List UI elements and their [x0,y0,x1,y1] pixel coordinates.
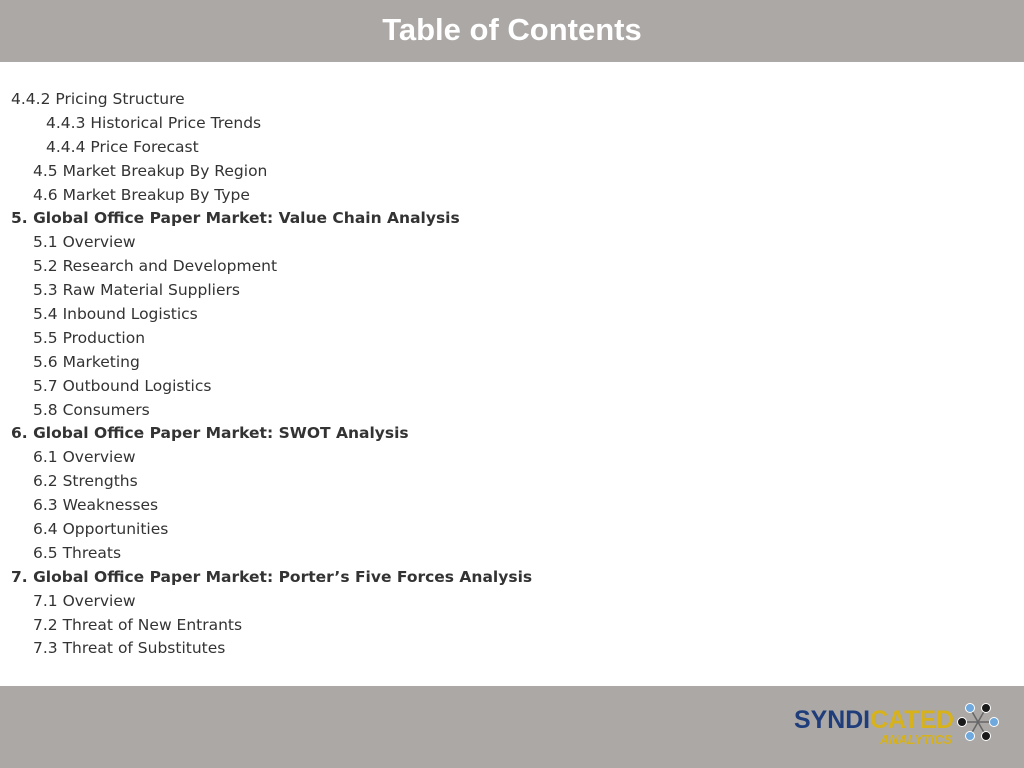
title-bar [0,0,1024,62]
toc-entry: 5.4 Inbound Logistics [33,305,198,324]
toc-entry: 7.3 Threat of Substitutes [33,639,226,658]
logo-subtitle: ANALYTICS [879,732,953,747]
toc-entry: 5.7 Outbound Logistics [33,376,212,395]
company-logo [794,700,1004,750]
toc-entry: 5.5 Production [33,328,146,347]
toc-entry: 5.2 Research and Development [33,257,278,276]
toc-entry: 4.4.3 Historical Price Trends [46,113,262,132]
toc-entry: 6.1 Overview [33,448,136,467]
toc-entry: 6.5 Threats [33,543,122,562]
toc-entry: 7.2 Threat of New Entrants [33,615,243,634]
toc-entry: 7.1 Overview [33,591,136,610]
toc-entry: 5.8 Consumers [33,400,150,419]
toc-entry: 6.4 Opportunities [33,520,169,539]
toc-entry: 5.6 Marketing [33,352,140,371]
toc-entry: 5.3 Raw Material Suppliers [33,281,240,300]
toc-section-heading: 6. Global Office Paper Market: SWOT Analysis [11,424,409,443]
page-title: Table of Contents [382,12,642,47]
toc-section-heading: 7. Global Office Paper Market: Porter’s Five Forces Analysis [11,567,533,586]
toc-entry: 4.4.2 Pricing Structure [11,90,185,108]
logo-wordmark: SYNDICATED [794,706,955,734]
table-of-contents [11,88,532,661]
toc-entry: 4.5 Market Breakup By Region [33,161,268,180]
molecule-icon [958,704,999,741]
toc-entry: 6.2 Strengths [33,472,138,491]
toc-section-heading: 5. Global Office Paper Market: Value Chain Analysis [11,209,460,228]
toc-entry: 4.6 Market Breakup By Type [33,185,250,204]
toc-entry: 4.4.4 Price Forecast [46,137,199,156]
toc-entry: 5.1 Overview [33,233,136,252]
syndicated-analytics-logo [794,700,1004,750]
toc-entry: 6.3 Weaknesses [33,496,159,515]
